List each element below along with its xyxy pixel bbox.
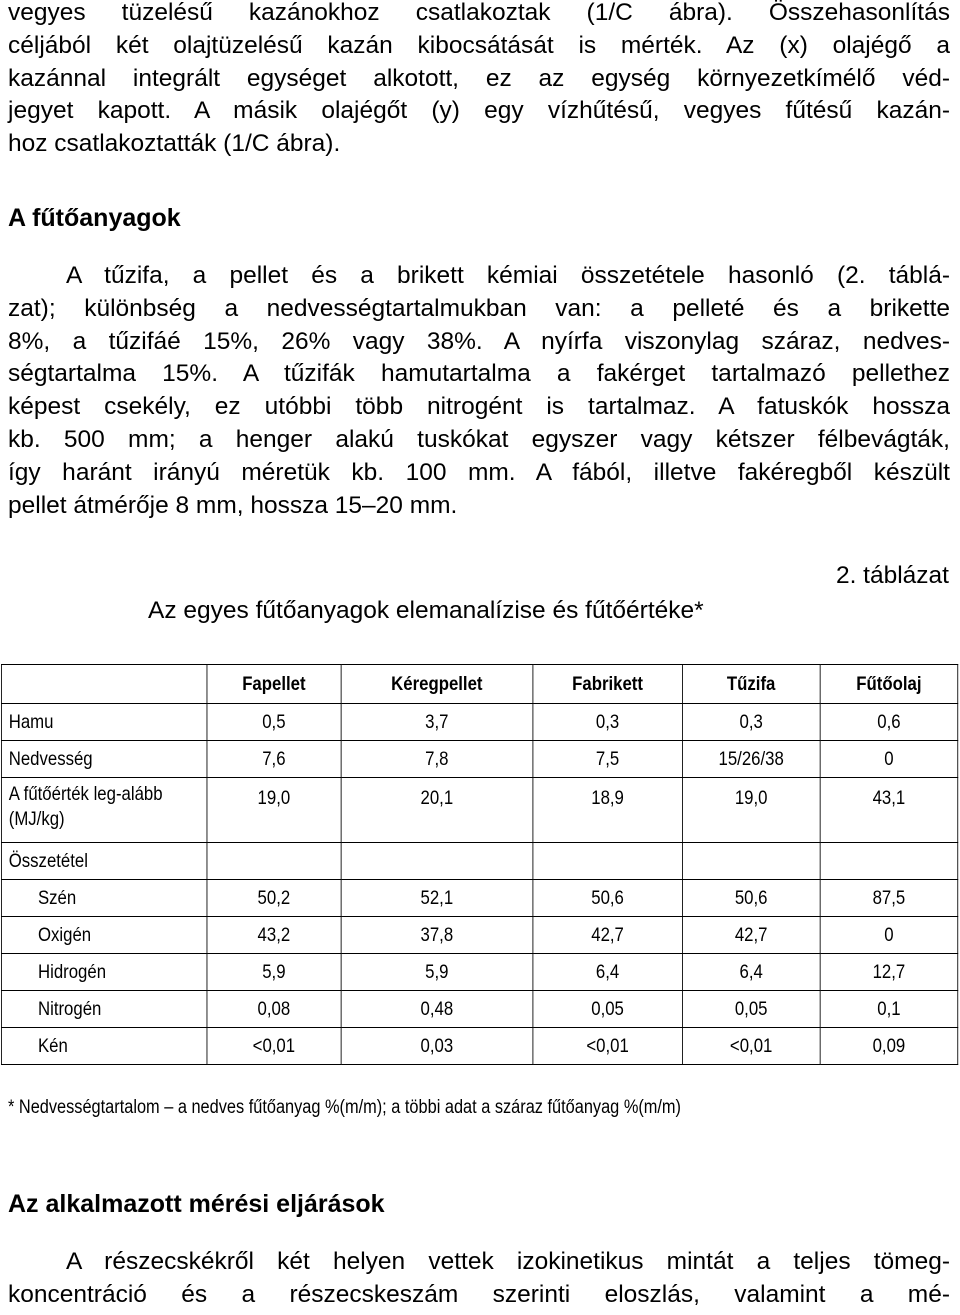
text-line: céljából két olajtüzelésű kazán kibocsátását is mérték. Az (x) olajégő a: [8, 31, 950, 59]
table-cell: [341, 843, 533, 880]
text-line: így haránt irányú méretük kb. 100 mm. A fából, illetve fakéregből készült: [8, 458, 950, 486]
table-cell: 7,6: [207, 741, 341, 778]
methods-paragraph: [8, 1246, 950, 1312]
header-cell: Fapellet: [207, 665, 341, 704]
table-cell: 0,08: [207, 991, 341, 1028]
text-line: vegyes tüzelésű kazánokhoz csatlakoztak (1/C ábra). Összehasonlítás: [8, 0, 950, 26]
table-cell: 87,5: [820, 880, 958, 917]
table-cell: <0,01: [682, 1028, 820, 1065]
text-line: kazánnal integrált egységet alkotott, ez az egység környezetkímélő véd-: [8, 64, 950, 92]
table-cell: 0,1: [820, 991, 958, 1028]
row-label: Összetétel: [1, 843, 207, 880]
table-cell: 15/26/38: [682, 741, 820, 778]
table-cell: 42,7: [533, 917, 682, 954]
text-line: koncentráció és a részecskeszám szerinti eloszlás, valamint a mé-: [8, 1280, 950, 1308]
header-cell: Fabrikett: [533, 665, 682, 704]
table-cell: 19,0: [682, 778, 820, 843]
table-cell: 7,8: [341, 741, 533, 778]
intro-paragraph: [8, 0, 950, 161]
table-cell: 6,4: [533, 954, 682, 991]
text-line: hoz csatlakoztatták (1/C ábra).: [8, 130, 341, 158]
table-cell: 0: [820, 741, 958, 778]
header-cell-empty: [1, 665, 207, 704]
table-cell: 0,3: [533, 704, 682, 741]
table-cell: 43,2: [207, 917, 341, 954]
table-row: [1, 704, 957, 741]
row-label: Kén: [1, 1028, 207, 1065]
table-cell: 19,0: [207, 778, 341, 843]
header-cell: Tűzifa: [682, 665, 820, 704]
table-cell: 50,6: [533, 880, 682, 917]
row-label: Nitrogén: [1, 991, 207, 1028]
table-cell: 0,3: [682, 704, 820, 741]
table-cell: 42,7: [682, 917, 820, 954]
table-cell: 0,05: [682, 991, 820, 1028]
table-row: [1, 917, 957, 954]
table-cell: 50,2: [207, 880, 341, 917]
table-cell: 18,9: [533, 778, 682, 843]
table-header-row: [1, 665, 957, 704]
table-cell: 5,9: [341, 954, 533, 991]
table-cell: 0,5: [207, 704, 341, 741]
text-line: 8%, a tűzifáé 15%, 26% vagy 38%. A nyírfa viszonylag száraz, nedves-: [8, 327, 950, 355]
text-line: A tűzifa, a pellet és a brikett kémiai összetétele hasonló (2. táblá-: [66, 262, 950, 289]
text-line: zat); különbség a nedvességtartalmukban van: a pelleté és a brikette: [8, 294, 950, 322]
table-cell: 43,1: [820, 778, 958, 843]
table-cell: 5,9: [207, 954, 341, 991]
row-label: Szén: [1, 880, 207, 917]
header-cell: Fűtőolaj: [820, 665, 958, 704]
table-row: [1, 1028, 957, 1065]
table-cell: 50,6: [682, 880, 820, 917]
table-cell: 0: [820, 917, 958, 954]
section-heading-fuels: A fűtőanyagok: [8, 204, 181, 232]
row-label: Hidrogén: [1, 954, 207, 991]
text-line: jegyet kapott. A másik olajégőt (y) egy vízhűtésű, vegyes fűtésű kazán-: [8, 97, 950, 125]
table-cell: 0,6: [820, 704, 958, 741]
table-cell: 3,7: [341, 704, 533, 741]
table-cell: [820, 843, 958, 880]
table-cell: <0,01: [207, 1028, 341, 1065]
table-title: Az egyes fűtőanyagok elemanalízise és fűtőértéke*: [148, 597, 704, 624]
fuel-analysis-table: [1, 664, 958, 1065]
row-label: Oxigén: [1, 917, 207, 954]
table-row: [1, 991, 957, 1028]
table-cell: 0,05: [533, 991, 682, 1028]
table-row: [1, 741, 957, 778]
fuels-paragraph: [8, 260, 950, 522]
table-cell: 12,7: [820, 954, 958, 991]
table-cell: 0,09: [820, 1028, 958, 1065]
table-cell: 0,03: [341, 1028, 533, 1065]
table-cell: [207, 843, 341, 880]
table-row: [1, 843, 957, 880]
table-cell: 7,5: [533, 741, 682, 778]
table-cell: [533, 843, 682, 880]
table-row: [1, 778, 957, 843]
table-cell: 52,1: [341, 880, 533, 917]
row-label: Nedvesség: [1, 741, 207, 778]
text-line: ségtartalma 15%. A tűzifák hamutartalma a fakérget tartalmazó pellethez: [8, 360, 950, 388]
table-cell: 37,8: [341, 917, 533, 954]
text-line: pellet átmérője 8 mm, hossza 15–20 mm.: [8, 491, 458, 519]
table-row: [1, 880, 957, 917]
table-cell: <0,01: [533, 1028, 682, 1065]
header-cell: Kéregpellet: [341, 665, 533, 704]
table-cell: [682, 843, 820, 880]
row-label: Hamu: [1, 704, 207, 741]
text-line: A részecskékről két helyen vettek izokinetikus mintát a teljes tömeg-: [66, 1248, 950, 1275]
table-cell: 20,1: [341, 778, 533, 843]
text-line: képest csekély, ez utóbbi több nitrogént is tartalmaz. A fatuskók hossza: [8, 393, 950, 421]
table-row: [1, 954, 957, 991]
table-footnote: * Nedvességtartalom – a nedves fűtőanyag %(m/m); a többi adat a száraz fűtőanyag %(m/m): [8, 1097, 681, 1118]
row-label: A fűtőérték leg-alább (MJ/kg): [1, 778, 207, 843]
table-cell: 6,4: [682, 954, 820, 991]
table-number: 2. táblázat: [835, 562, 949, 589]
table-cell: 0,48: [341, 991, 533, 1028]
section-heading-methods: Az alkalmazott mérési eljárások: [8, 1190, 385, 1218]
text-line: kb. 500 mm; a henger alakú tuskókat egyszer vagy kétszer félbevágták,: [8, 425, 950, 453]
